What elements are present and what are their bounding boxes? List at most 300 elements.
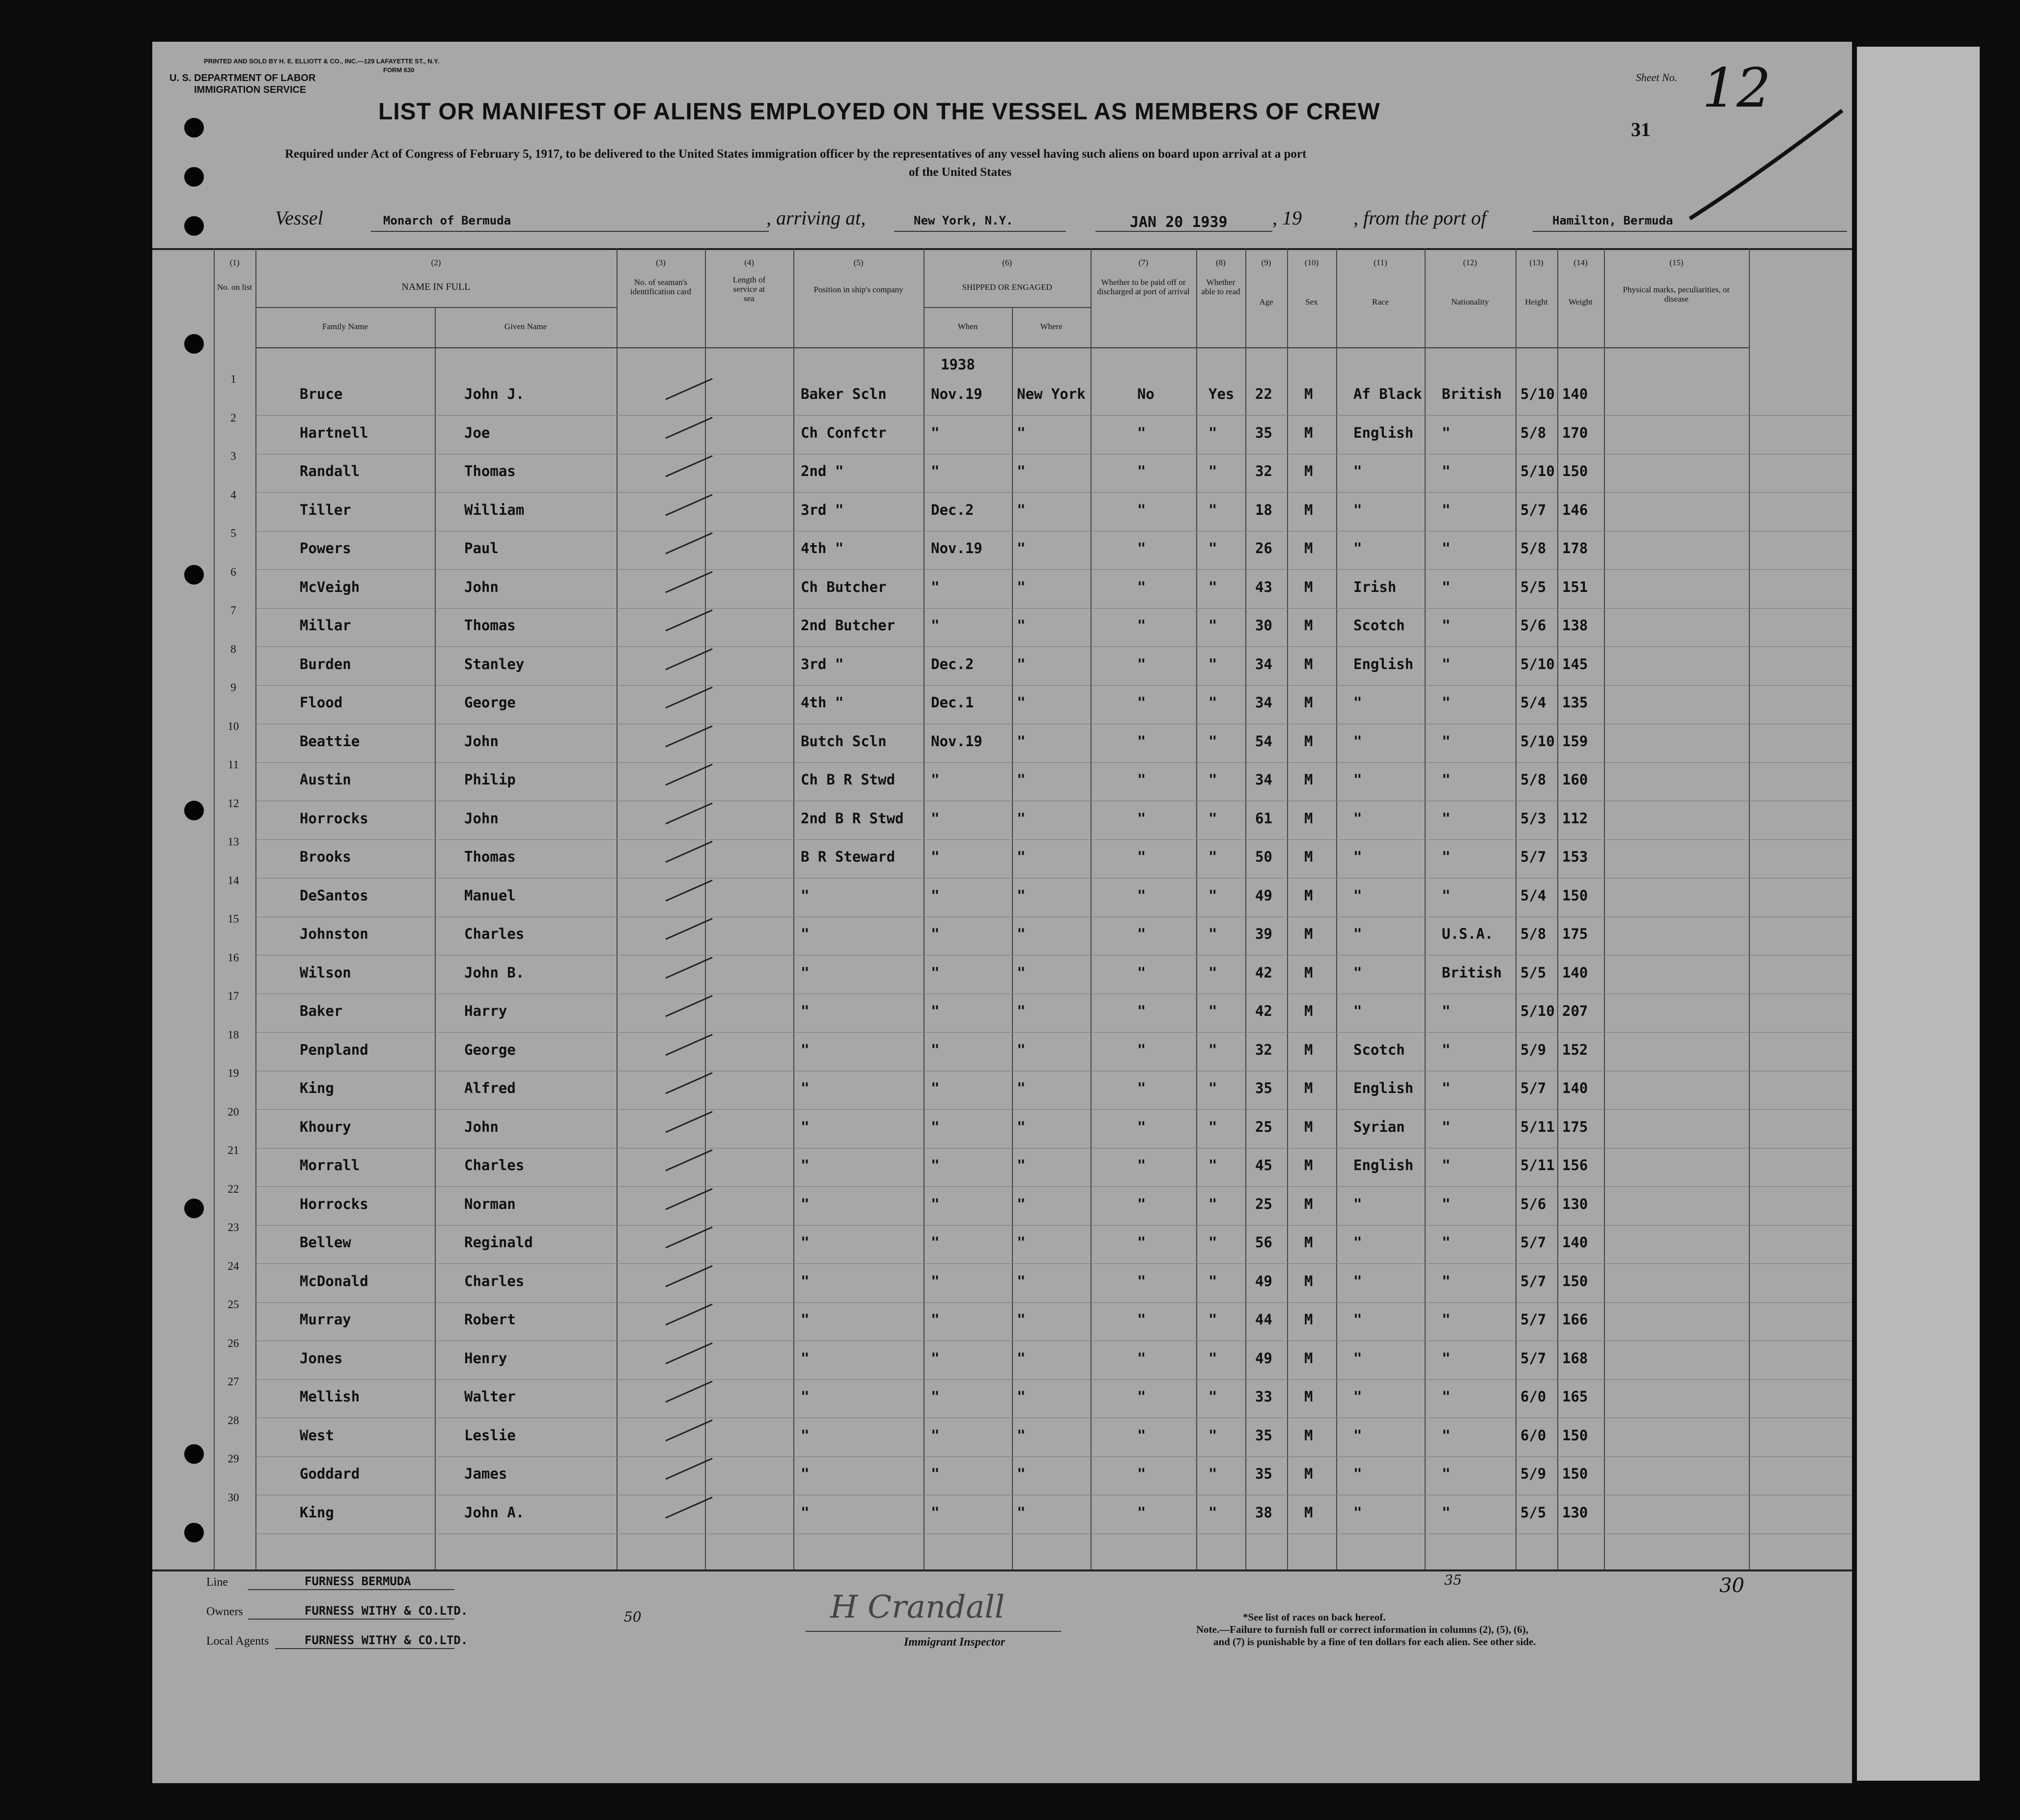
cell-height: 5/11 — [1520, 1118, 1555, 1135]
cell-family: Baker — [300, 1003, 343, 1019]
cell-paid: " — [1137, 1504, 1146, 1521]
cell-read: " — [1208, 1041, 1217, 1058]
cell-where: " — [1017, 732, 1026, 750]
row-number: 9 — [230, 681, 236, 694]
check-mark-icon — [663, 915, 722, 944]
cell-position: " — [801, 1311, 810, 1328]
table-row — [152, 527, 1852, 572]
cell-weight: 138 — [1562, 617, 1588, 634]
col-2-given-header: Given Name — [504, 322, 547, 331]
cell-nat: " — [1442, 1427, 1451, 1444]
cell-weight: 146 — [1562, 501, 1588, 518]
check-mark-icon — [663, 606, 722, 636]
cell-read: " — [1208, 732, 1217, 750]
check-mark-icon — [663, 414, 722, 443]
cell-when: " — [931, 925, 940, 942]
row-rule — [255, 1186, 1852, 1187]
cell-height: 5/9 — [1520, 1041, 1546, 1058]
cell-age: 25 — [1255, 1195, 1272, 1212]
col-8-header: Whether able to read — [1201, 278, 1240, 296]
cell-age: 18 — [1255, 501, 1272, 518]
check-mark-icon — [663, 799, 722, 829]
cell-position: " — [801, 1157, 810, 1174]
cell-age: 49 — [1255, 1349, 1272, 1367]
cell-height: 5/10 — [1520, 1003, 1555, 1019]
row-number: 1 — [230, 373, 236, 385]
cell-where: " — [1017, 887, 1026, 904]
row-number: 16 — [227, 951, 239, 964]
cell-family: Randall — [300, 463, 360, 479]
cell-height: 5/5 — [1520, 578, 1546, 595]
cell-nat: " — [1442, 1311, 1451, 1328]
cell-family: Jones — [300, 1349, 343, 1367]
cell-where: " — [1017, 1504, 1026, 1521]
cell-paid: " — [1137, 848, 1146, 865]
year-label: , 19 — [1272, 207, 1302, 229]
sheet-number: 12 — [1702, 56, 1771, 119]
cell-read: " — [1208, 848, 1217, 865]
cell-age: 26 — [1255, 540, 1272, 557]
cell-sex: M — [1304, 1349, 1313, 1367]
cell-family: Flood — [300, 694, 343, 711]
cell-family: Powers — [300, 540, 351, 557]
cell-position: 3rd " — [801, 501, 844, 518]
cell-when: " — [931, 1388, 940, 1405]
cell-nat: " — [1442, 617, 1451, 634]
cell-age: 45 — [1255, 1157, 1272, 1174]
cell-given: James — [464, 1465, 507, 1482]
cell-position: " — [801, 1195, 810, 1212]
cell-family: Brooks — [300, 848, 351, 865]
row-number: 11 — [227, 758, 239, 771]
document-title: LIST OR MANIFEST OF ALIENS EMPLOYED ON THE VESSEL AS MEMBERS OF CREW — [378, 99, 1380, 125]
cell-sex: M — [1304, 810, 1313, 827]
cell-sex: M — [1304, 1003, 1313, 1019]
cell-race: English — [1353, 1157, 1414, 1174]
agents-name: FURNESS WITHY & CO.LTD. — [305, 1633, 468, 1647]
cell-weight: 130 — [1562, 1195, 1588, 1212]
cell-age: 33 — [1255, 1388, 1272, 1405]
cell-family: Horrocks — [300, 1195, 368, 1212]
cell-read: " — [1208, 617, 1217, 634]
cell-age: 43 — [1255, 578, 1272, 595]
check-mark-icon — [663, 1262, 722, 1291]
row-number: 6 — [230, 565, 236, 578]
cell-paid: " — [1137, 1427, 1146, 1444]
cell-weight: 150 — [1562, 1427, 1588, 1444]
pencil-mark-50: 50 — [624, 1609, 642, 1625]
cell-weight: 175 — [1562, 1118, 1588, 1135]
cell-sex: M — [1304, 925, 1313, 942]
table-row — [152, 450, 1852, 495]
vessel-label: Vessel — [275, 207, 323, 229]
cell-weight: 207 — [1562, 1003, 1588, 1019]
table-row — [152, 1105, 1852, 1151]
cell-when: " — [931, 1311, 940, 1328]
cell-race: " — [1353, 1427, 1362, 1444]
cell-sex: M — [1304, 732, 1313, 750]
cell-height: 5/8 — [1520, 540, 1546, 557]
cell-weight: 140 — [1562, 1234, 1588, 1251]
table-row — [152, 758, 1852, 804]
table-bottom-rule — [152, 1569, 1852, 1571]
col-10-header: Sex — [1305, 297, 1318, 307]
subtitle-line-1: Required under Act of Congress of February 5, 1917, to be delivered to the United States immigration officer by the representatives of any vessel having such aliens on board upon arrival at a port — [285, 147, 1307, 161]
printer-line: PRINTED AND SOLD BY H. E. ELLIOTT & CO., INC.—129 LAFAYETTE ST., N.Y. — [204, 57, 440, 65]
cell-age: 38 — [1255, 1504, 1272, 1521]
cell-position: 2nd " — [801, 463, 844, 479]
cell-race: " — [1353, 694, 1362, 711]
cell-when: " — [931, 1272, 940, 1289]
cell-read: " — [1208, 1388, 1217, 1405]
cell-height: 5/4 — [1520, 887, 1546, 904]
check-mark-icon — [663, 1416, 722, 1446]
cell-read: " — [1208, 424, 1217, 441]
races-footnote: *See list of races on back hereof. — [1243, 1611, 1386, 1623]
cell-given: Manuel — [464, 887, 516, 904]
check-mark-icon — [663, 375, 722, 404]
cell-age: 35 — [1255, 1465, 1272, 1482]
check-mark-icon — [663, 953, 722, 983]
arriving-label: , arriving at, — [766, 207, 866, 229]
table-row — [152, 411, 1852, 457]
cell-race: " — [1353, 810, 1362, 827]
cell-weight: 170 — [1562, 424, 1588, 441]
table-row — [152, 1414, 1852, 1459]
row-number: 13 — [227, 836, 239, 848]
cell-position: Ch Confctr — [801, 424, 887, 441]
cell-read: " — [1208, 1118, 1217, 1135]
check-mark-icon — [663, 529, 722, 559]
col-5-number: (5) — [853, 258, 864, 267]
table-row — [152, 720, 1852, 765]
cell-where: " — [1017, 501, 1026, 518]
cell-position: B R Steward — [801, 848, 896, 865]
cell-where: " — [1017, 1195, 1026, 1212]
cell-weight: 152 — [1562, 1041, 1588, 1058]
cell-nat: " — [1442, 1349, 1451, 1367]
agents-underline — [275, 1648, 454, 1649]
cell-position: " — [801, 1118, 810, 1135]
cell-when: Nov.19 — [931, 540, 982, 557]
cell-when: " — [931, 1041, 940, 1058]
cell-paid: " — [1137, 964, 1146, 981]
col-6-header: SHIPPED OR ENGAGED — [962, 282, 1052, 292]
row-number: 8 — [230, 643, 236, 655]
cell-where: " — [1017, 540, 1026, 557]
cell-paid: " — [1137, 1080, 1146, 1096]
manifest-document — [152, 42, 1852, 1783]
col-7-header: Whether to be paid off or discharged at port of arrival — [1097, 278, 1190, 296]
table-row — [152, 681, 1852, 727]
cell-paid: " — [1137, 540, 1146, 557]
cell-family: King — [300, 1080, 334, 1096]
table-row — [152, 874, 1852, 920]
table-row — [152, 1337, 1852, 1382]
cell-given: William — [464, 501, 525, 518]
cell-paid: " — [1137, 887, 1146, 904]
cell-race: " — [1353, 1349, 1362, 1367]
cell-given: Thomas — [464, 617, 516, 634]
table-row — [152, 1067, 1852, 1112]
cell-weight: 150 — [1562, 1272, 1588, 1289]
cell-weight: 145 — [1562, 655, 1588, 672]
cell-position: " — [801, 925, 810, 942]
cell-weight: 130 — [1562, 1504, 1588, 1521]
cell-paid: " — [1137, 694, 1146, 711]
cell-given: John — [464, 732, 499, 750]
cell-race: " — [1353, 1311, 1362, 1328]
cell-family: Mellish — [300, 1388, 360, 1405]
col-2-number: (2) — [431, 258, 441, 267]
cell-position: 4th " — [801, 694, 844, 711]
cell-age: 25 — [1255, 1118, 1272, 1135]
cell-position: 4th " — [801, 540, 844, 557]
cell-sex: M — [1304, 887, 1313, 904]
cell-where: " — [1017, 1311, 1026, 1328]
cell-race: " — [1353, 1195, 1362, 1212]
col-1-number: (1) — [229, 258, 240, 267]
table-row — [152, 951, 1852, 997]
cell-nat: British — [1442, 964, 1502, 981]
cell-family: Horrocks — [300, 810, 368, 827]
row-number: 28 — [227, 1414, 239, 1427]
cell-height: 5/10 — [1520, 655, 1555, 672]
cell-when: " — [931, 1157, 940, 1174]
cell-when: " — [931, 964, 940, 981]
cell-when: " — [931, 848, 940, 865]
cell-weight: 165 — [1562, 1388, 1588, 1405]
col-11-header: Race — [1372, 297, 1389, 307]
list-number: 31 — [1631, 118, 1651, 140]
cell-given: Harry — [464, 1003, 507, 1019]
cell-sex: M — [1304, 1311, 1313, 1328]
cell-where: " — [1017, 1003, 1026, 1019]
cell-race: English — [1353, 1080, 1414, 1096]
row-number: 22 — [227, 1182, 239, 1195]
cell-read: " — [1208, 1504, 1217, 1521]
cell-paid: " — [1137, 771, 1146, 788]
form-number: FORM 630 — [383, 66, 415, 74]
cell-paid: " — [1137, 1041, 1146, 1058]
cell-where: " — [1017, 1465, 1026, 1482]
cell-height: 5/6 — [1520, 617, 1546, 634]
check-mark-icon — [663, 1493, 722, 1523]
cell-when: Dec.2 — [931, 501, 974, 518]
cell-given: Walter — [464, 1388, 516, 1405]
cell-race: " — [1353, 848, 1362, 865]
row-rule — [255, 762, 1852, 763]
col-8-number: (8) — [1216, 258, 1226, 267]
row-number: 30 — [227, 1491, 239, 1504]
cell-weight: 168 — [1562, 1349, 1588, 1367]
cell-weight: 160 — [1562, 771, 1588, 788]
col-10-number: (10) — [1304, 258, 1319, 267]
cell-height: 5/5 — [1520, 1504, 1546, 1521]
inspector-signature: H Crandall — [830, 1589, 1005, 1625]
col-14-number: (14) — [1573, 258, 1588, 267]
cell-sex: M — [1304, 1504, 1313, 1521]
cell-sex: M — [1304, 1427, 1313, 1444]
cell-nat: " — [1442, 1272, 1451, 1289]
cell-race: " — [1353, 501, 1362, 518]
cell-height: 5/7 — [1520, 1311, 1546, 1328]
cell-when: Dec.2 — [931, 655, 974, 672]
cell-read: " — [1208, 578, 1217, 595]
cell-where: " — [1017, 1349, 1026, 1367]
cell-race: " — [1353, 1504, 1362, 1521]
cell-where: " — [1017, 617, 1026, 634]
cell-given: Joe — [464, 424, 490, 441]
cell-sex: M — [1304, 1272, 1313, 1289]
cell-weight: 150 — [1562, 887, 1588, 904]
cell-nat: " — [1442, 1003, 1451, 1019]
row-rule — [255, 1032, 1852, 1033]
cell-read: " — [1208, 1427, 1217, 1444]
cell-weight: 159 — [1562, 732, 1588, 750]
row-number: 10 — [227, 720, 239, 732]
col-7-number: (7) — [1138, 258, 1149, 267]
cell-weight: 175 — [1562, 925, 1588, 942]
cell-when: " — [931, 1195, 940, 1212]
service-name: IMMIGRATION SERVICE — [194, 84, 307, 95]
row-number: 24 — [227, 1260, 239, 1272]
cell-paid: " — [1137, 810, 1146, 827]
cell-when: " — [931, 771, 940, 788]
cell-given: Stanley — [464, 655, 525, 672]
cell-read: " — [1208, 887, 1217, 904]
cell-where: " — [1017, 1234, 1026, 1251]
cell-position: " — [801, 887, 810, 904]
cell-family: Millar — [300, 617, 351, 634]
cell-read: " — [1208, 540, 1217, 557]
cell-weight: 140 — [1562, 964, 1588, 981]
cell-family: West — [300, 1427, 334, 1444]
col-12-header: Nationality — [1451, 297, 1489, 307]
cell-race: " — [1353, 732, 1362, 750]
check-mark-icon — [663, 1108, 722, 1137]
col-2-header: NAME IN FULL — [401, 281, 471, 292]
table-row — [152, 1182, 1852, 1228]
check-mark-icon — [663, 1455, 722, 1484]
check-mark-icon — [663, 683, 722, 713]
cell-age: 42 — [1255, 964, 1272, 981]
cell-paid: No — [1137, 386, 1154, 402]
cell-nat: " — [1442, 1157, 1451, 1174]
check-mark-icon — [663, 760, 722, 790]
cell-family: Beattie — [300, 732, 360, 750]
year-above-when: 1938 — [941, 356, 975, 373]
table-row — [152, 1260, 1852, 1305]
cell-where: " — [1017, 463, 1026, 479]
vessel-underline — [371, 231, 769, 232]
cell-height: 5/8 — [1520, 771, 1546, 788]
cell-family: DeSantos — [300, 887, 368, 904]
cell-height: 5/11 — [1520, 1157, 1555, 1174]
subtitle-line-2: of the United States — [909, 166, 1012, 179]
cell-nat: British — [1442, 386, 1502, 402]
cell-when: Dec.1 — [931, 694, 974, 711]
cell-given: John — [464, 1118, 499, 1135]
table-row — [152, 913, 1852, 958]
cell-race: English — [1353, 655, 1414, 672]
cell-age: 34 — [1255, 771, 1272, 788]
cell-age: 32 — [1255, 1041, 1272, 1058]
cell-where: " — [1017, 424, 1026, 441]
cell-paid: " — [1137, 655, 1146, 672]
cell-position: " — [801, 1388, 810, 1405]
cell-race: " — [1353, 1272, 1362, 1289]
cell-race: Af Black — [1353, 386, 1422, 402]
cell-height: 5/10 — [1520, 386, 1555, 402]
cell-nat: " — [1442, 655, 1451, 672]
cell-paid: " — [1137, 424, 1146, 441]
cell-given: Reginald — [464, 1234, 533, 1251]
cell-family: Austin — [300, 771, 351, 788]
cell-given: Paul — [464, 540, 499, 557]
cell-paid: " — [1137, 1349, 1146, 1367]
cell-given: Alfred — [464, 1080, 516, 1096]
row-rule — [255, 1225, 1852, 1226]
cell-where: " — [1017, 925, 1026, 942]
owners-label: Owners — [206, 1605, 243, 1618]
cell-sex: M — [1304, 771, 1313, 788]
cell-age: 34 — [1255, 655, 1272, 672]
cell-height: 5/5 — [1520, 964, 1546, 981]
cell-sex: M — [1304, 386, 1313, 402]
cell-when: " — [931, 1234, 940, 1251]
cell-where: " — [1017, 1157, 1026, 1174]
cell-paid: " — [1137, 501, 1146, 518]
cell-read: " — [1208, 1157, 1217, 1174]
cell-height: 5/7 — [1520, 501, 1546, 518]
cell-family: Bruce — [300, 386, 343, 402]
cell-race: Scotch — [1353, 1041, 1405, 1058]
check-mark-icon — [663, 1300, 722, 1330]
cell-age: 35 — [1255, 1080, 1272, 1096]
cell-given: John A. — [464, 1504, 525, 1521]
vessel-name: Monarch of Bermuda — [383, 214, 511, 227]
row-rule — [255, 1109, 1852, 1110]
table-header-rule — [255, 347, 1749, 348]
col-9-header: Age — [1259, 297, 1273, 307]
cell-age: 30 — [1255, 617, 1272, 634]
cell-weight: 150 — [1562, 463, 1588, 479]
check-mark-icon — [663, 1377, 722, 1407]
cell-when: " — [931, 617, 940, 634]
cell-nat: " — [1442, 732, 1451, 750]
table-row — [152, 1221, 1852, 1266]
cell-paid: " — [1137, 1388, 1146, 1405]
cell-when: " — [931, 463, 940, 479]
cell-nat: " — [1442, 1195, 1451, 1212]
table-row — [152, 373, 1852, 418]
row-rule — [255, 415, 1852, 416]
penalty-note-line-1: Note.—Failure to furnish full or correct information in columns (2), (5), (6), — [1196, 1624, 1528, 1635]
cell-when: " — [931, 1349, 940, 1367]
cell-age: 42 — [1255, 1003, 1272, 1019]
cell-read: " — [1208, 463, 1217, 479]
cell-race: " — [1353, 1388, 1362, 1405]
check-mark-icon — [663, 645, 722, 674]
cell-paid: " — [1137, 1157, 1146, 1174]
cell-family: Hartnell — [300, 424, 368, 441]
signature-underline — [806, 1631, 1061, 1632]
col-3-number: (3) — [656, 258, 666, 267]
cell-nat: " — [1442, 1118, 1451, 1135]
cell-race: " — [1353, 887, 1362, 904]
cell-when: Nov.19 — [931, 732, 982, 750]
